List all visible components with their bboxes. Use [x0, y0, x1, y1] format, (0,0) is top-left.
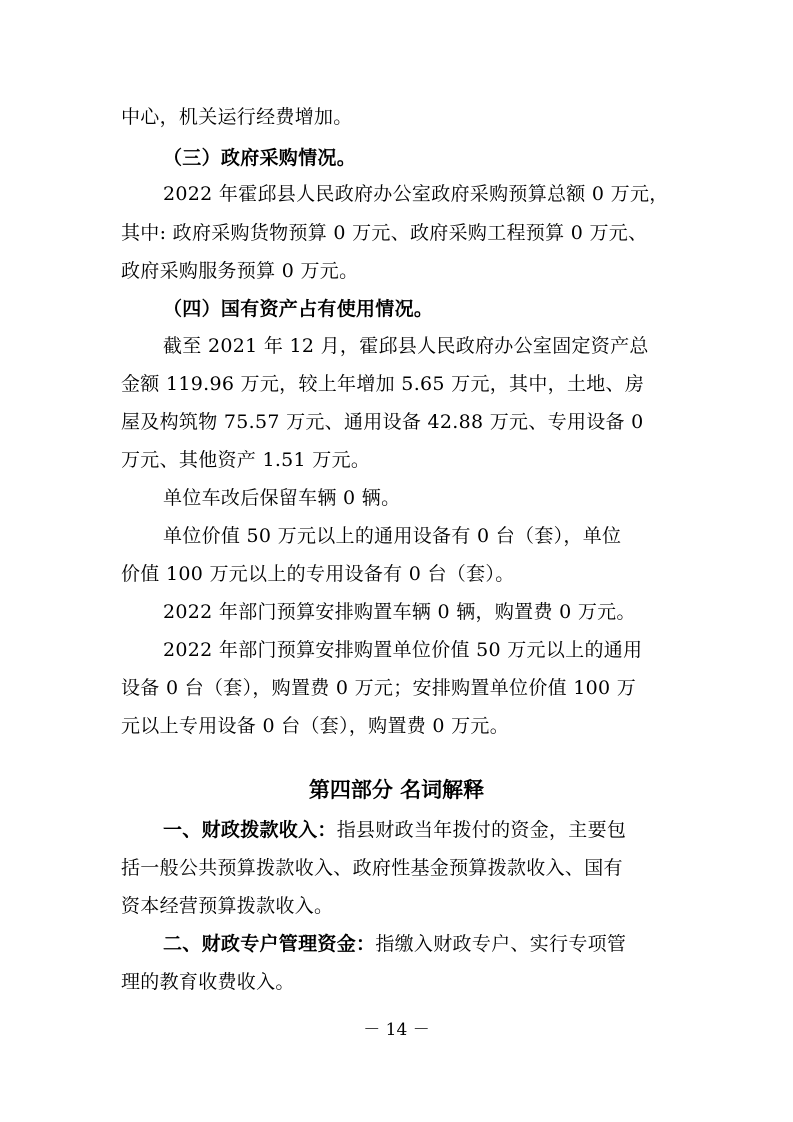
page-number: － 14 －: [363, 1020, 430, 1040]
paragraph-line: 2022 年霍邱县人民政府办公室政府采购预算总额 0 万元，: [163, 183, 669, 205]
term-definition-line: 理的教育收费收入。: [121, 971, 295, 993]
term-label: 二、财政专户管理资金：: [163, 933, 376, 955]
paragraph-line: 2022 年部门预算安排购置车辆 0 辆，购置费 0 万元。: [163, 601, 636, 623]
paragraph-line: 元以上专用设备 0 台（套），购置费 0 万元。: [121, 715, 510, 737]
subsection-heading: （四）国有资产占有使用情况。: [163, 298, 434, 320]
paragraph-line: 单位价值 50 万元以上的通用设备有 0 台（套），单位: [163, 525, 622, 547]
paragraph-line: 万元、其他资产 1.51 万元。: [121, 449, 371, 471]
term-definition-line: 资本经营预算拨款收入。: [121, 895, 334, 917]
term-text: 指缴入财政专户、实行专项管: [375, 933, 627, 955]
paragraph-line: 中心，机关运行经费增加。: [121, 106, 353, 128]
paragraph-line: 价值 100 万元以上的专用设备有 0 台（套）。: [121, 563, 515, 585]
paragraph-line: 截至 2021 年 12 月，霍邱县人民政府办公室固定资产总: [163, 335, 649, 357]
term-label: 一、财政拨款收入：: [163, 819, 337, 841]
subsection-heading: （三）政府采购情况。: [163, 147, 357, 169]
term-definition-line: [163, 816, 626, 844]
paragraph-line: 政府采购服务预算 0 万元。: [121, 260, 359, 282]
section-heading: 第四部分 名词解释: [308, 778, 485, 802]
paragraph-line: 屋及构筑物 75.57 万元、通用设备 42.88 万元、专用设备 0: [121, 411, 644, 433]
paragraph-line: 设备 0 台（套），购置费 0 万元；安排购置单位价值 100 万: [121, 677, 637, 699]
paragraph-line: 金额 119.96 万元，较上年增加 5.65 万元，其中，土地、房: [121, 373, 645, 395]
term-text: 指县财政当年拨付的资金，主要包: [336, 819, 627, 841]
term-definition-line: 括一般公共预算拨款收入、政府性基金预算拨款收入、国有: [121, 857, 623, 879]
paragraph-line: 其中: 政府采购货物预算 0 万元、政府采购工程预算 0 万元、: [121, 222, 648, 244]
paragraph-line: 单位车改后保留车辆 0 辆。: [163, 487, 401, 509]
paragraph-line: 2022 年部门预算安排购置单位价值 50 万元以上的通用: [163, 639, 643, 661]
term-definition-line: [163, 930, 626, 958]
